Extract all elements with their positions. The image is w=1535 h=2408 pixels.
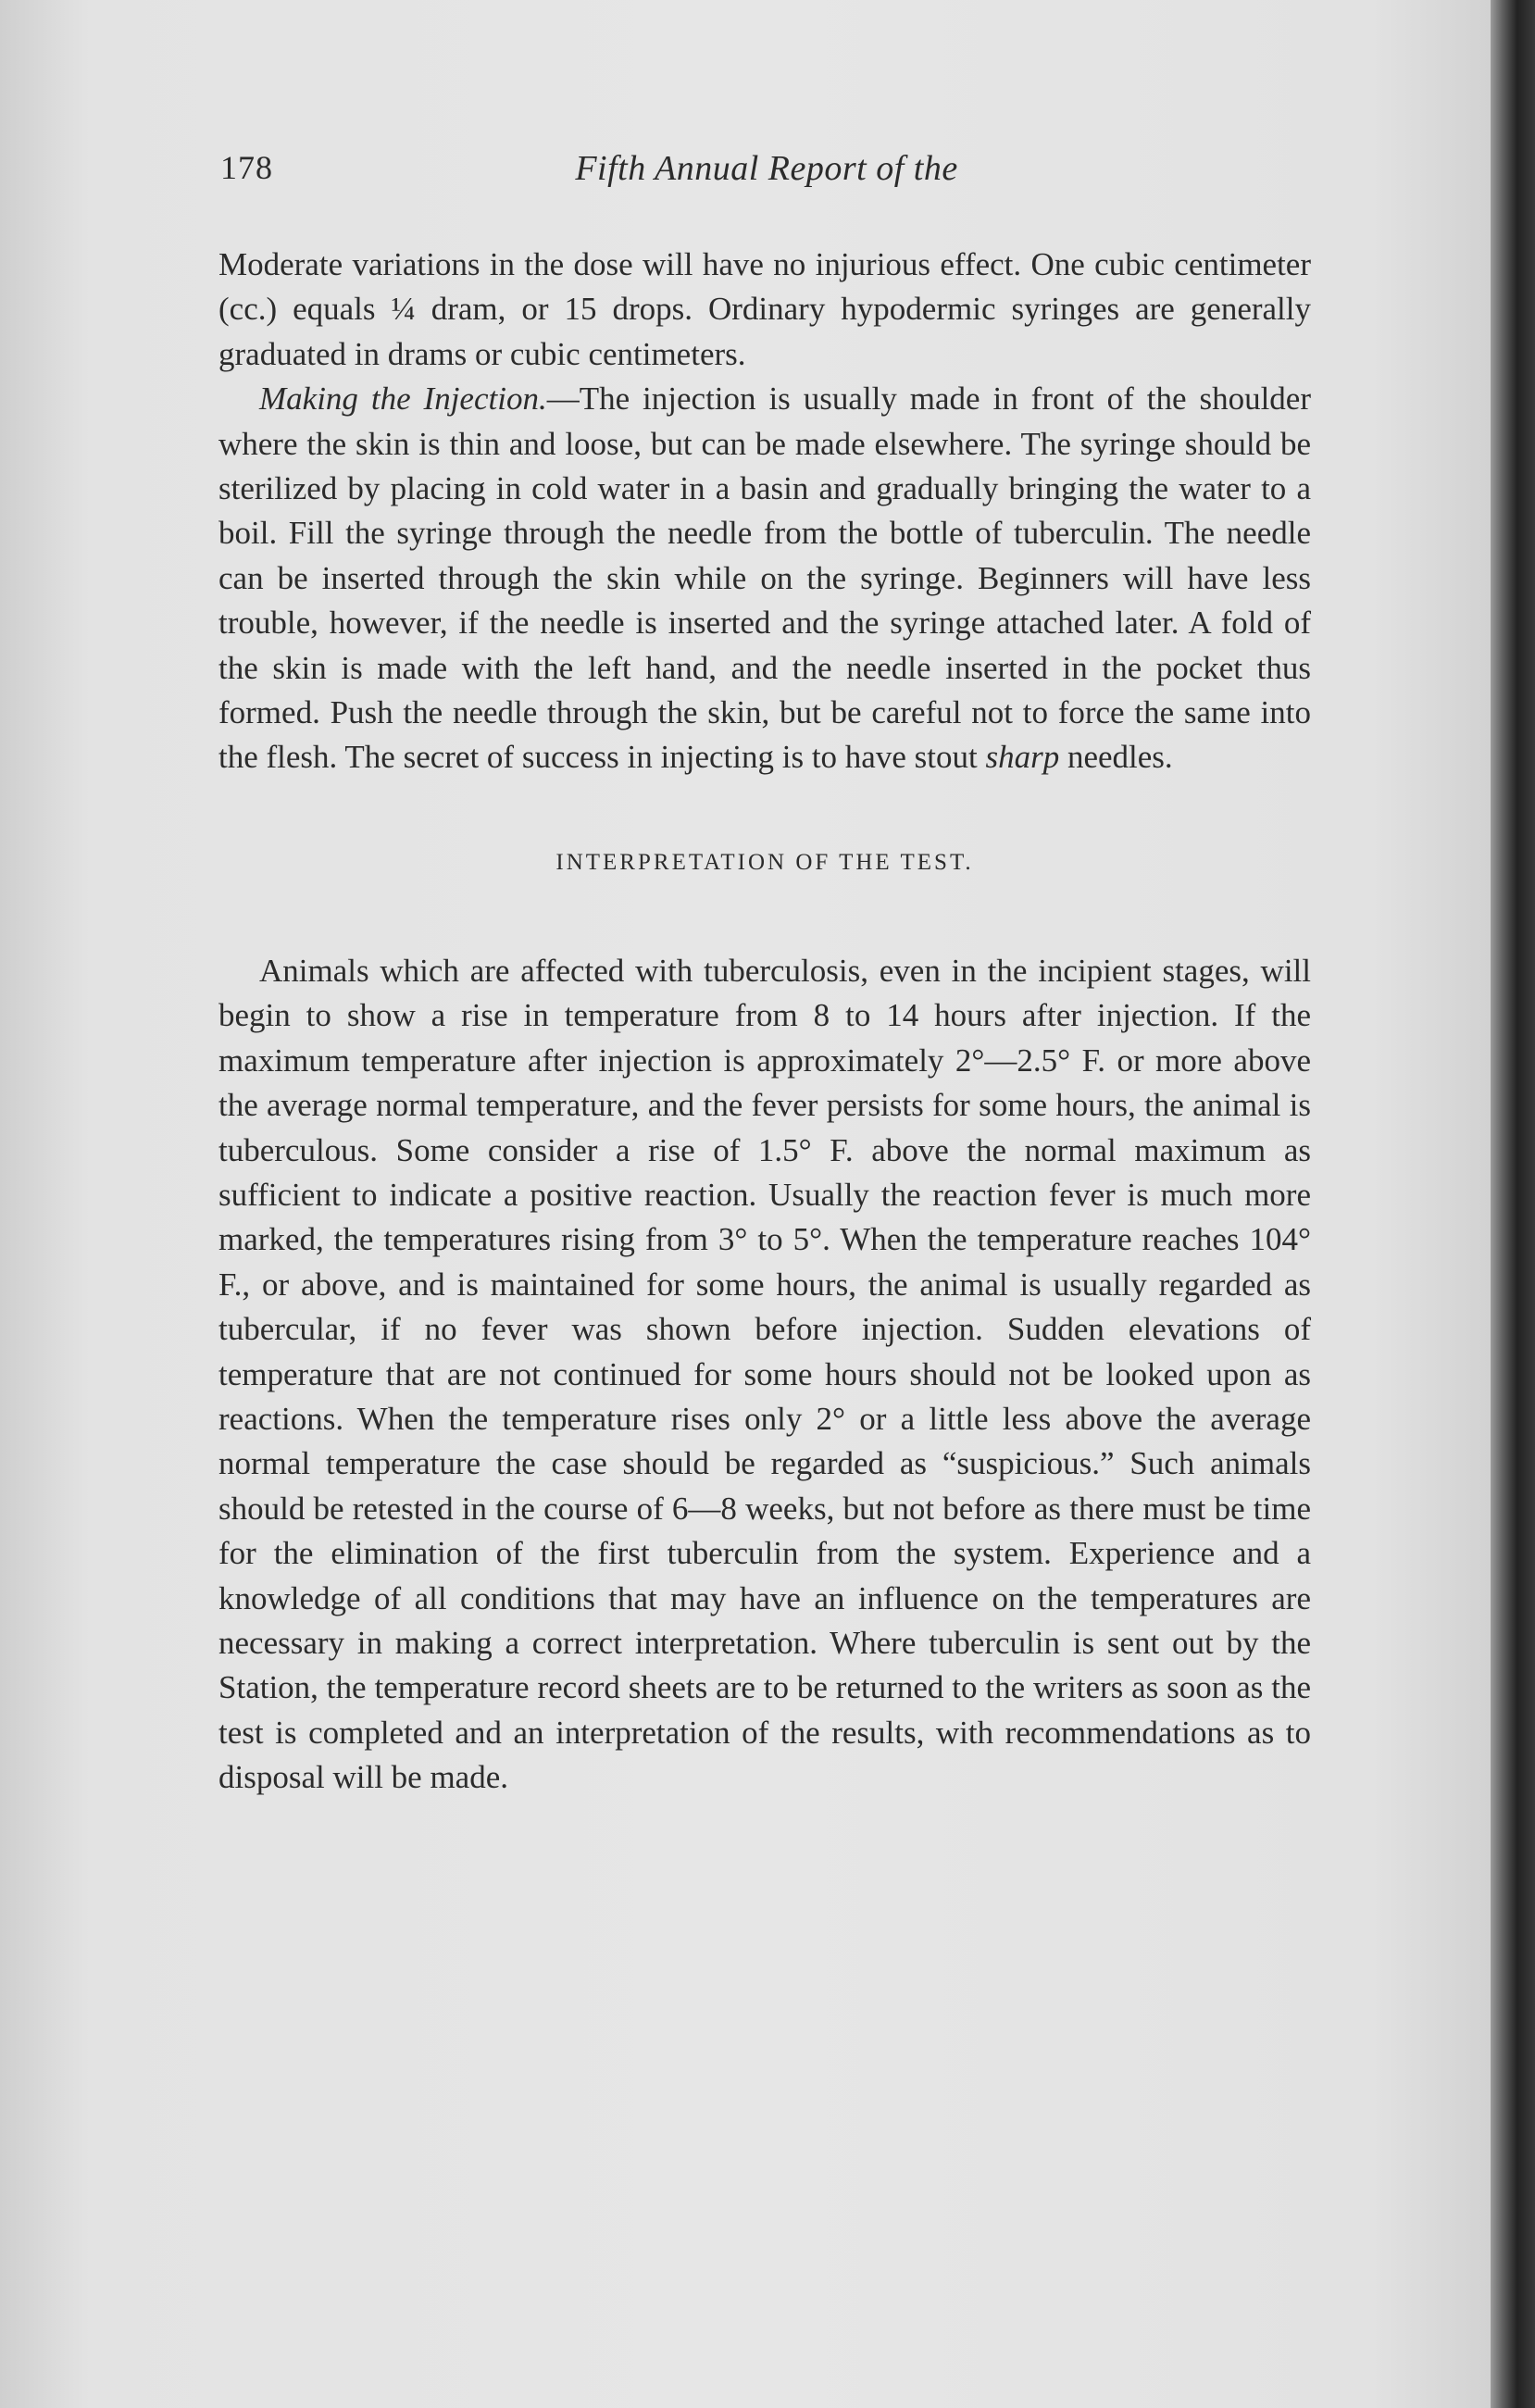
run-in-heading: Making the Injection. [259, 381, 547, 418]
paragraph-dose: Moderate variations in the dose will have no injurious effect. One cubic centimeter (cc.) equals ¼ dram, or 15 drops. Ordinary hypodermic syringes are generally graduated in drams or cubic centimeters. [218, 246, 1311, 372]
emphasis-word: sharp [985, 739, 1060, 776]
body-text [218, 243, 1311, 1801]
paragraph-interpretation: Animals which are affected with tuberculosis, even in the incipient stages, will begin to show a rise in temperature from 8 to 14 hours after injection. If the maximum temperature after injection is approximately 2°—2.5° F. or more above the average normal temperature, and the fever persists for some hours, the animal is tuberculous. Some consider a rise of 1.5° F. above the normal maximum as sufficient to indicate a positive reaction. Usually the reaction fever is much more marked, the temperatures rising from 3° to 5°. When the temperature reaches 104° F., or above, and is maintained for some hours, the animal is usually regarded as tubercular, if no fever was shown before injection. Sudden elevations of temperature that are not continued for some hours should not be looked upon as reactions. When the temperature rises only 2° or a little less above the average normal temperature the case should be regarded as “suspicious.” Such animals should be retested in the course of 6—8 weeks, but not before as there must be time for the elimination of the first tuberculin from the system. Experience and a knowledge of all conditions that may have an influence on the temperatures are necessary in making a correct interpretation. Where tuberculin is sent out by the Station, the temperature record sheets are to be returned to the writers as soon as the test is completed and an interpretation of the results, with recommendations as to disposal will be made. [218, 952, 1311, 1796]
paragraph-injection [218, 377, 1311, 780]
paragraph-injection-text: —The injection is usually made in front of the shoulder where the skin is thin and loose, but can be made elsewhere. The syringe should be sterilized by placing in cold water in a basin and gradually bringing the water to a boil. Fill the syringe through the needle from the bottle of tuberculin. The needle can be inserted through the skin while on the syringe. Beginners will have less trouble, however, if the needle is inserted and the syringe attached later. A fold of the skin is made with the left hand, and the needle inserted in the pocket thus formed. Push the needle through the skin, but be careful not to force the same into the flesh. The secret of success in injecting is to have stout [218, 381, 1311, 776]
page-number: 178 [220, 149, 273, 186]
running-title: Fifth Annual Report of the [575, 149, 958, 188]
section-heading: INTERPRETATION OF THE TEST. [555, 849, 974, 875]
page-header [220, 148, 1313, 193]
book-binding-edge [1491, 0, 1535, 2408]
paragraph-injection-end: needles. [1059, 739, 1173, 776]
